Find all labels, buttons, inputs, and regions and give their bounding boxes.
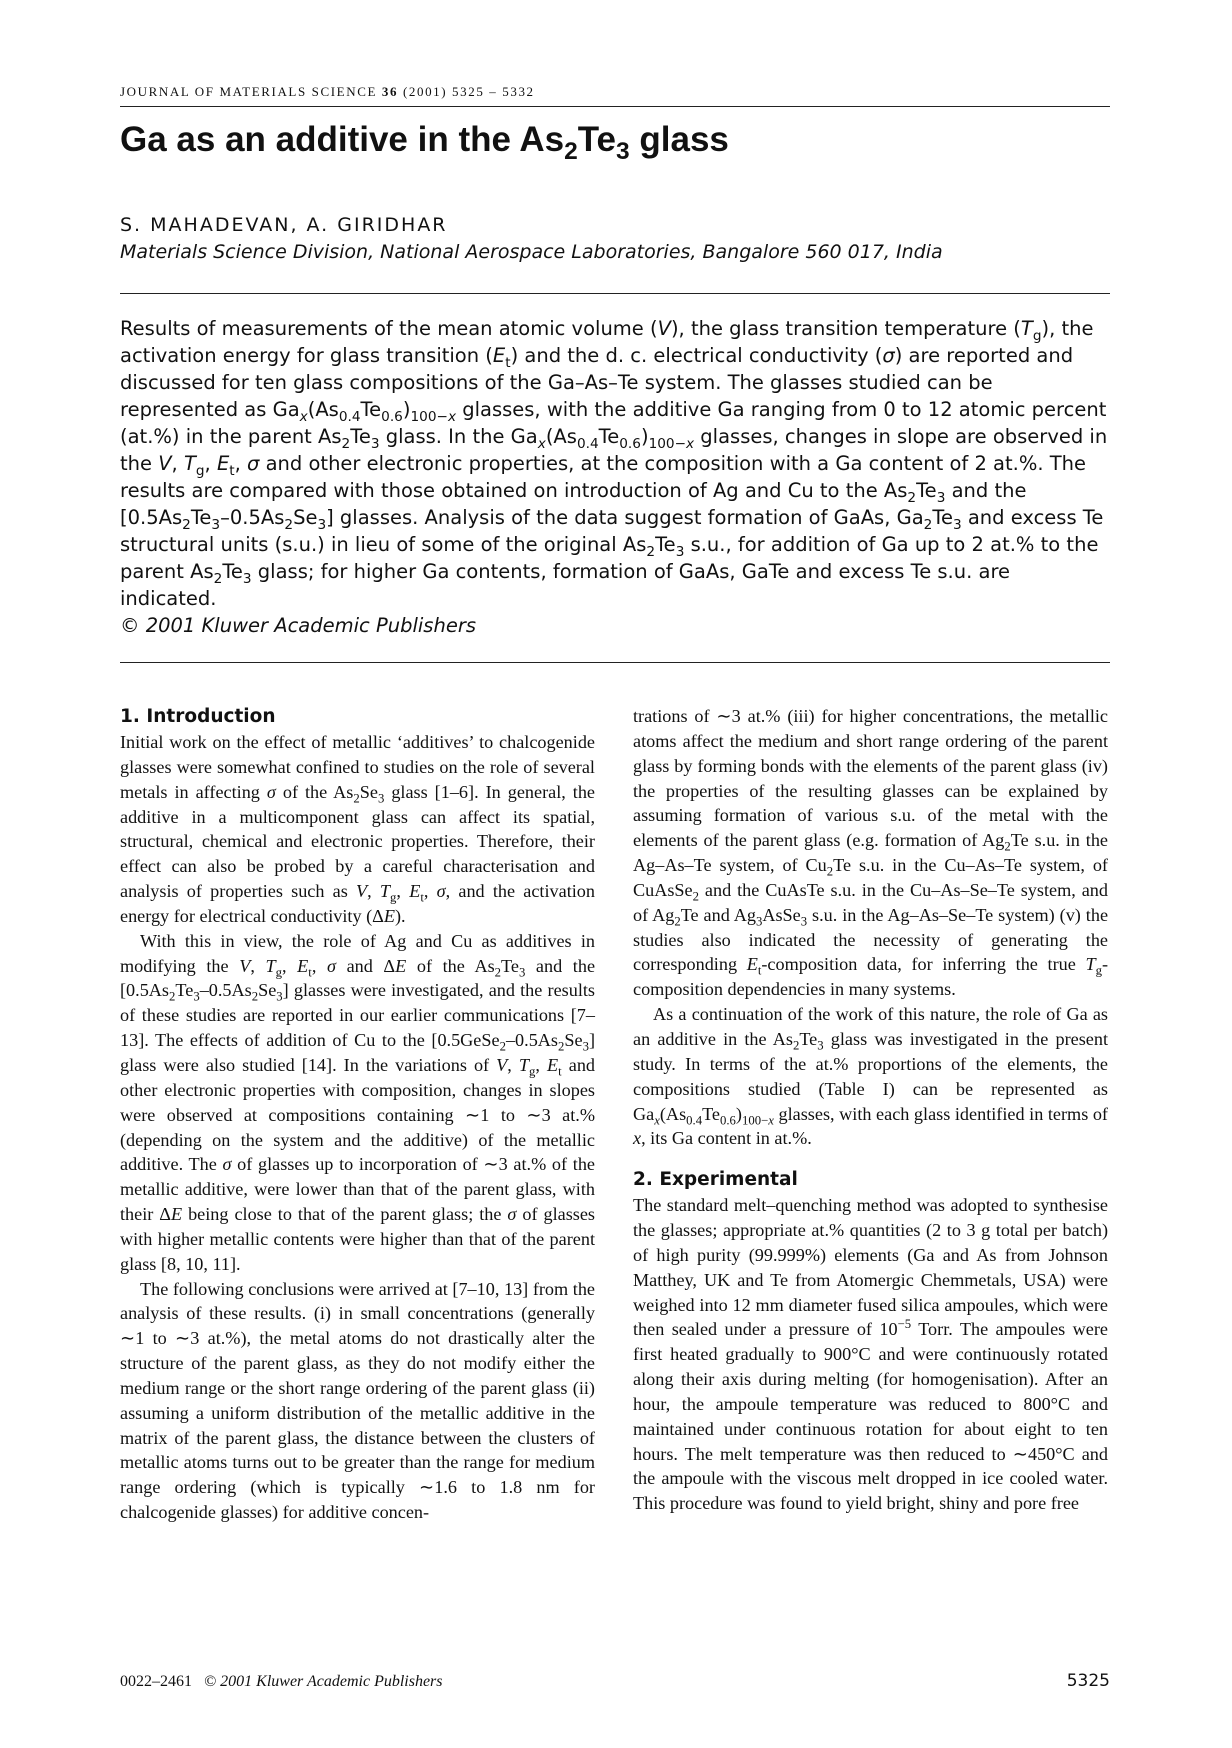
journal-volume: 36 (381, 84, 399, 99)
column-left (120, 704, 595, 1525)
journal-header (120, 84, 1110, 107)
divider-top (120, 293, 1110, 294)
affiliation: Materials Science Division, National Aerospace Laboratories, Bangalore 560 017, India (120, 241, 943, 263)
page-number: 5325 (1066, 1671, 1110, 1691)
section-heading-introduction: 1. Introduction (120, 706, 276, 727)
abstract (120, 315, 1110, 639)
paragraph: The standard melt–quenching method was adopted to synthesise the glasses; appropriate at.% quantities (2 to 3 g total per batch) of high purity (99.999%) elements (Ga and As from Johnson Matthey, UK and Te from Atomergic Chemmetals, USA) were weighed into 12 mm diameter fused silica ampoules, which were then sealed under a pressure of $10^{-5}$ Torr. The ampoules were first heated gradually to 900°C and were continuously rotated along their axis during melting (for homogenisation). After an hour, the ampoule temperature was reduced to 800°C and maintained under continuous rotation for about eight to ten hours. The melt temperature was then reduced to ∼450°C and the ampoule with the viscous melt dropped in ice cooled water. This procedure was found to yield bright, shiny and pore free (633, 1195, 1108, 1514)
paragraph: With this in view, the role of Ag and Cu as additives in modifying the V, $T_g$, $E_t$, σ and ΔE of the $As_2Te_3$ and the $[0.5As_2Te_3-0.5As_2Se_3]$ glasses were investigated, and the results of these studies are reported in our earlier communications [7–13]. The effects of addition of Cu to the $[0.5GeSe_2-0.5As_2Se_3]$ glass were also studied [14]. In the variations of V, $T_g$, $E_t$ and other electronic properties with composition, changes in slopes were observed at compositions containing ∼1 to ∼3 at.% (depending on the system and the additive) of the metallic additive. The σ of glasses up to incorporation of ∼3 at.% of the metallic additive, were lower than that of the parent glass, with their ΔE being close to that of the parent glass; the σ of glasses with higher metallic contents were higher than that of the parent glass [8, 10, 11]. (120, 930, 596, 1274)
journal-name: JOURNAL OF MATERIALS SCIENCE (120, 84, 378, 99)
paragraph: Initial work on the effect of metallic ‘additives’ to chalcogenide glasses were somewhat confined to studies on the role of several metals in affecting σ of the $As_2Se_3$ glass [1–6]. In general, the additive in a multicomponent glass can affect its spatial, structural, chemical and electronic properties. Therefore, their effect can also be probed by a careful characterisation and analysis of properties such as V, $T_g$, $E_t$, σ, and the activation energy for electrical conductivity (ΔE). (120, 732, 595, 926)
paragraph: The following conclusions were arrived at [7–10, 13] from the analysis of these results. (i) in small concentrations (generally ∼1 to ∼3 at.%), the metal atoms do not drastically alter the structure of the parent glass, as they do not modify either the medium range or the short range ordering of the parent glass (ii) assuming a uniform distribution of the metallic additive in the matrix of the parent glass, the distance between the clusters of metallic atoms turns out to be greater than the range for medium range ordering (which is typically ∼1.6 to 1.8 nm for chalcogenide glasses) for additive concen- (120, 1278, 595, 1523)
paragraph: As a continuation of the work of this nature, the role of Ga as an additive in the $As_2Te_3$ glass was investigated in the present study. In terms of the at.% proportions of the elements, the compositions studied (Table I) can be represented as $Ga_x(As_{0.4}Te_{0.6})_{100-x}$ glasses, with each glass identified in terms of x, its Ga content in at.%. (633, 1004, 1108, 1149)
paper-page (120, 0, 1110, 1748)
section-heading-experimental: 2. Experimental (633, 1169, 798, 1191)
divider-abstract (120, 662, 1110, 663)
abstract-text: Results of measurements of the mean atomic volume (V), the glass transition temperature $(T_g)$, the activation energy for glass transition $(E_t)$ and the d. c. electrical conductivity (σ) are reported and discussed for ten glass compositions of the Ga–As–Te system. The glasses studied can be represented as $Ga_x(As_{0.4}Te_{0.6})_{100-x}$ glasses, with the additive Ga ranging from 0 to 12 atomic percent (at.%) in the parent $As_2Te_3$ glass. In the $Ga_x(As_{0.4}Te_{0.6})_{100-x}$ glasses, changes in slope are observed in the V, $T_g$, $E_t$, σ and other electronic properties, at the composition with a Ga content of 2 at.%. The results are compared with those obtained on introduction of Ag and Cu to the $As_2Te_3$ and the $[0.5As_2Te_3-0.5As_2Se_3]$ glasses. Analysis of the data suggest formation of GaAs, $Ga_2Te_3$ and excess Te structural units (s.u.) in lieu of some of the original $As_2Te_3$ s.u., for addition of Ga up to 2 at.% to the parent $As_2Te_3$ glass; for higher Ga contents, formation of GaAs, GaTe and excess Te s.u. are indicated. (120, 317, 1108, 610)
paper-title: Ga as an additive in the $As_2Te_3$ glass (120, 120, 729, 165)
paragraph: trations of ∼3 at.% (iii) for higher concentrations, the metallic atoms affect the medium and short range ordering of the parent glass by forming bonds with the elements of the parent glass (iv) the properties of the resulting glasses can be explained by assuming formation of various s.u. of the metal with the elements of the parent glass (e.g. formation of $Ag_2Te$ s.u. in the Ag–As–Te system, of $Cu_2Te$ s.u. in the Cu–As–Te system, of CuAsSe$_2$ and the CuAsTe s.u. in the Cu–As–Se–Te system, and of $Ag_2Te$ and $Ag_3AsSe_3$ s.u. in the Ag–As–Se–Te system) (v) the studies also indicated the necessity of generating the corresponding $E_t$-composition data, for inferring the true $T_g$-composition dependencies in many systems. (633, 706, 1109, 1000)
abstract-copyright: © 2001 Kluwer Academic Publishers (120, 614, 476, 637)
footer-left: 0022–2461 © 2001 Kluwer Academic Publishers (120, 1673, 443, 1690)
journal-year-pages: (2001) 5325 – 5332 (402, 84, 535, 99)
column-right (633, 704, 1108, 1516)
authors: S. MAHADEVAN, A. GIRIDHAR (120, 214, 448, 236)
